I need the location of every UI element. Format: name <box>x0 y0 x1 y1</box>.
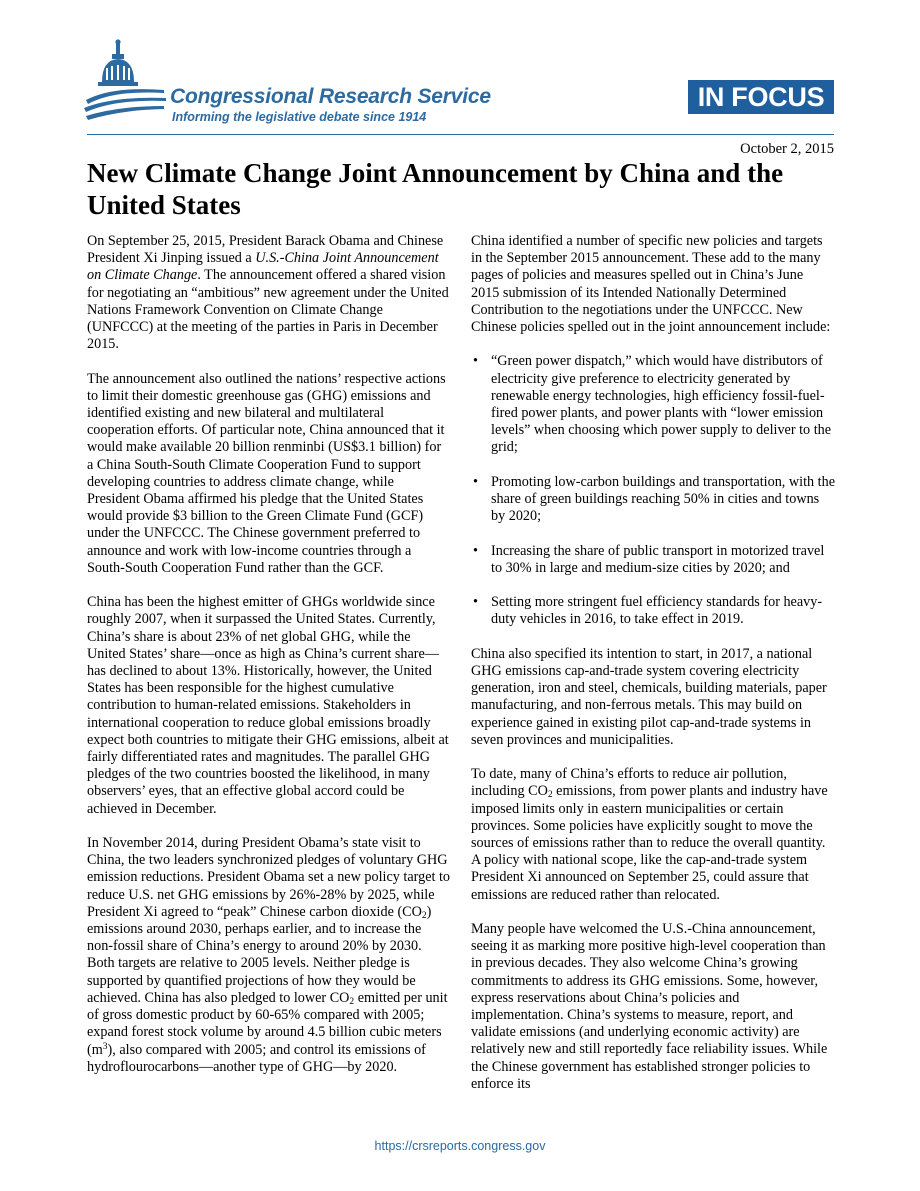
text-run: To date, many of China’s efforts to reduce air pollution, including CO <box>471 766 787 800</box>
paragraph: China has been the highest emitter of GHGs worldwide since roughly 2007, when it surpassed the United States. Currently, China’s share is about 23% of net global GHG, while the United States’ share—once as high as China’s current share—has declined to about 13%. Historically, however, the United States has been responsible for the highest cumulative contribution to human-related emissions. Stakeholders in international cooperation to reduce global emissions broadly expect both countries to mitigate their GHG emissions, albeit at fairly differentiated rates and magnitudes. The parallel GHG pledges of the two countries boosted the likelihood, in many observers’ eyes, that an effective global accord could be achieved in December. <box>87 594 449 817</box>
bullet-icon: • <box>473 594 478 611</box>
text-run: emitted per unit of gross domestic product by 60-65% compared with 2005; expand forest stock volume by around 4.5 billion cubic meters (m <box>87 989 448 1058</box>
text-run: On September 25, 2015, President Barack Obama and Chinese President Xi Jinping issued a <box>87 233 444 267</box>
org-name: Congressional Research Service <box>170 85 491 108</box>
header-divider <box>87 134 834 135</box>
in-focus-badge: IN FOCUS <box>688 80 834 114</box>
right-column <box>471 233 835 1110</box>
list-item <box>471 594 835 628</box>
list-item-text: “Green power dispatch,” which would have distributors of electricity give preference to electricity generated by renewable energy technologies, high efficiency fossil-fuel-fired power plants, and power plants with “lower emission levels” when choosing which power supply to deliver to the grid; <box>491 353 832 456</box>
text-run: emissions, from power plants and industry have imposed limits only in eastern municipalities or certain provinces. Some policies have explicitly sought to move the sources of emissions rather than to reduce the overall quantity. A policy with national scope, like the cap-and-trade system President Xi announced on September 25, could assure that emissions are reduced rather than relocated. <box>471 783 828 903</box>
superscript: 3 <box>102 1041 108 1052</box>
bullet-icon: • <box>473 473 478 490</box>
paragraph <box>87 233 450 353</box>
list-item-text: Increasing the share of public transport in motorized travel to 30% in large and medium-size cities by 2020; and <box>491 542 825 576</box>
list-item <box>471 474 835 526</box>
text-run: ), also compared with 2005; and control its emissions of hydroflourocarbons—another type of GHG—by 2020. <box>87 1041 426 1075</box>
org-tagline: Informing the legislative debate since 1914 <box>172 110 427 124</box>
paragraph: The announcement also outlined the nations’ respective actions to limit their domestic greenhouse gas (GHG) emissions and identified existing and new bilateral and multilateral cooperation efforts. Of particular note, China announced that it would make available 20 billion renminbi (US$3.1 billion) for a China South-South Climate Cooperation Fund to support developing countries to address climate change, while President Obama affirmed his pledge that the United States would provide $3 billion to the Green Climate Fund (GCF) under the UNFCCC. The Chinese government preferred to announce and work with low-income countries through a South-South Cooperation Fund rather than the GCF. <box>87 370 446 576</box>
paragraph: China also specified its intention to start, in 2017, a national GHG emissions cap-and-trade system covering electricity generation, iron and steel, chemicals, building materials, paper manufacturing, and non-ferrous metals. This may build on experience gained in existing pilot cap-and-trade systems in seven provinces and municipalities. <box>471 645 827 748</box>
footer-url-link[interactable]: https://crsreports.congress.gov <box>374 1139 546 1153</box>
crs-logo <box>84 38 504 133</box>
paragraph: Many people have welcomed the U.S.-China announcement, seeing it as marking more positive high-level cooperation than in previous decades. They also welcome China’s growing commitments to address its GHG emissions. Some, however, express reservations about China’s policies and implementation. China’s systems to measure, report, and validate emissions (and underlying economic activity) are relatively new and still reportedly face reliability issues. While the Chinese government has established stronger policies to enforce its <box>471 921 828 1092</box>
list-item <box>471 543 835 577</box>
list-item-text: Setting more stringent fuel efficiency standards for heavy-duty vehicles in 2016, to take effect in 2019. <box>491 594 823 628</box>
policy-list <box>471 353 835 628</box>
paragraph <box>87 835 450 1076</box>
capitol-dome-icon <box>84 38 174 130</box>
text-run: In November 2014, during President Obama’s state visit to China, the two leaders synchronized pledges of voluntary GHG emission reductions. President Obama set a new policy target to reduce U.S. net GHG emissions by 26%-28% by 2025, while President Xi agreed to “peak” Chinese carbon dioxide (CO <box>87 835 451 920</box>
text-run: . The announcement offered a shared vision for negotiating an “ambitious” new agreement under the United Nations Framework Convention on Climate Change (UNFCCC) at the meeting of the parties in Paris in December 2015. <box>87 267 449 353</box>
publication-date: October 2, 2015 <box>740 141 834 157</box>
list-item-text: Promoting low-carbon buildings and transportation, with the share of green buildings reaching 50% in cities and towns by 2020; <box>491 473 835 525</box>
text-run: ) emissions around 2030, perhaps earlier, and to increase the non-fossil share of China’s energy to around 20% by 2030. Both targets are relative to 2005 levels. Neither pledge is supported by quantified projections of how they would be achieved. China has also pledged to lower CO <box>87 903 432 1006</box>
subscript: 2 <box>421 910 427 921</box>
bullet-icon: • <box>473 542 478 559</box>
subscript: 2 <box>349 996 355 1007</box>
paragraph: China identified a number of specific new policies and targets in the September 2015 announcement. These add to the many pages of policies and measures spelled out in China’s June 2015 submission of its Intended Nationally Determined Contribution to the negotiations under the UNFCCC. New Chinese policies spelled out in the joint announcement include: <box>471 233 831 336</box>
left-column <box>87 233 450 1093</box>
document-title-italic: U.S.-China Joint Announcement on Climate Change <box>87 250 439 284</box>
subscript: 2 <box>547 790 553 801</box>
bullet-icon: • <box>473 353 478 370</box>
list-item <box>471 353 835 456</box>
page-title: New Climate Change Joint Announcement by China and the United States <box>87 158 784 220</box>
paragraph <box>471 766 835 904</box>
